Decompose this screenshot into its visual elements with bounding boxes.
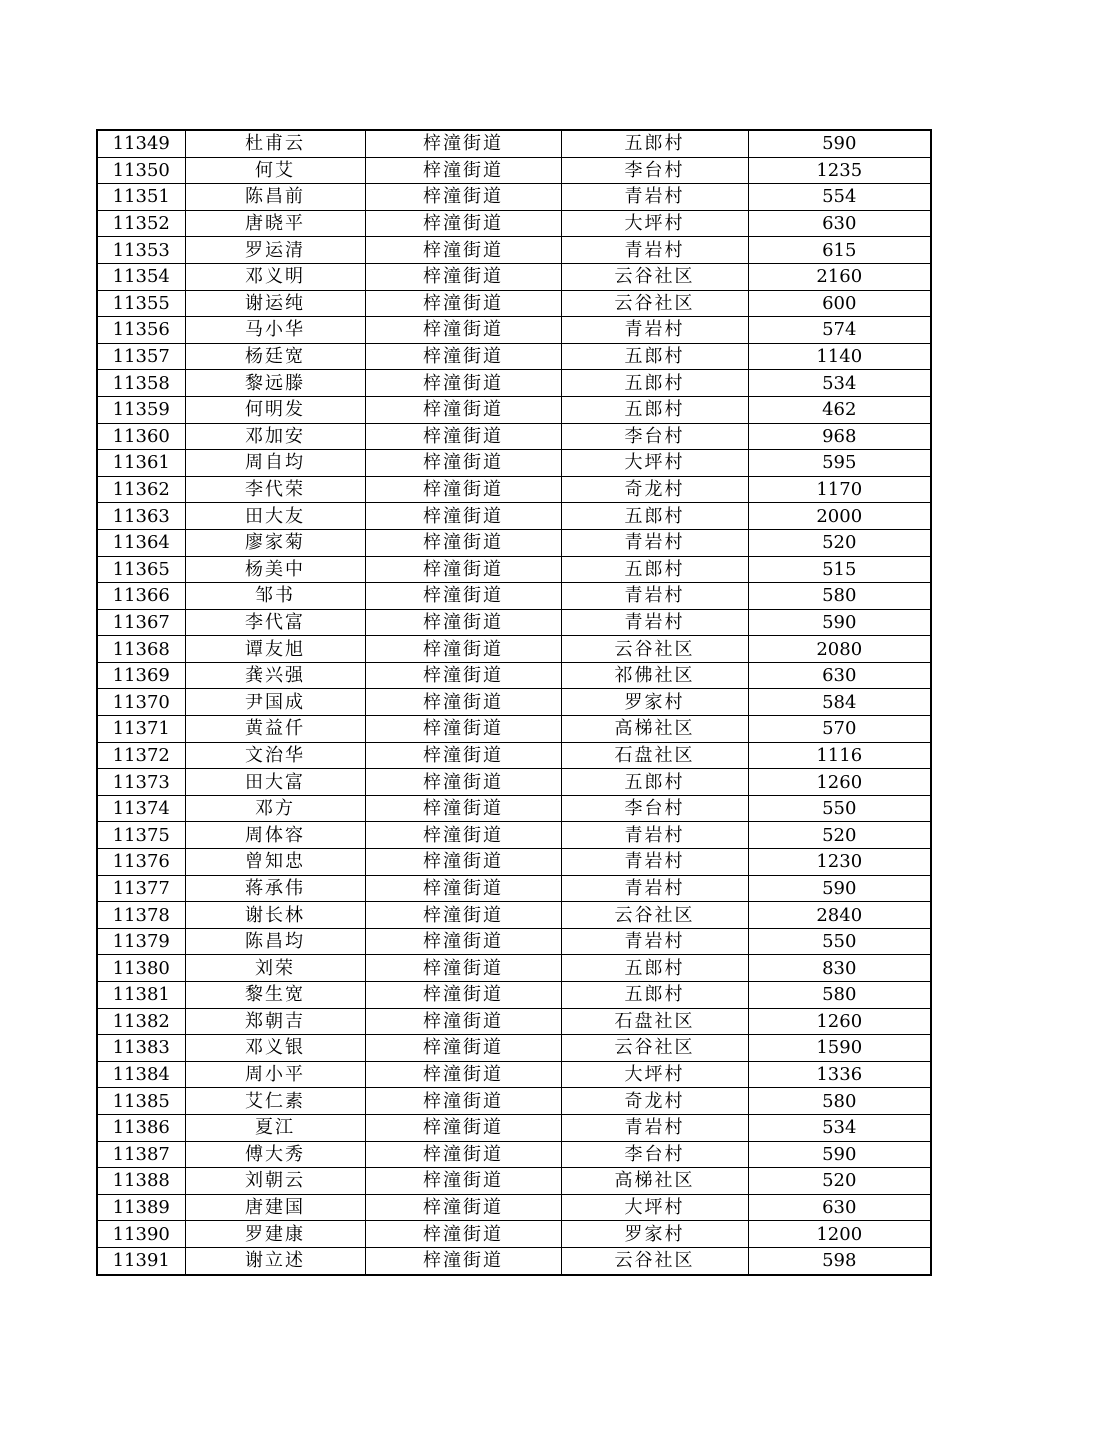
- serial-number-cell: 11381: [97, 982, 185, 1009]
- serial-number-cell: 11375: [97, 822, 185, 849]
- table-row: [97, 955, 931, 982]
- village-cell: 云谷社区: [561, 902, 748, 929]
- name-cell: 马小华: [185, 317, 365, 344]
- amount-cell: 574: [748, 317, 931, 344]
- name-cell: 邓义明: [185, 263, 365, 290]
- village-cell: 云谷社区: [561, 636, 748, 663]
- amount-cell: 550: [748, 795, 931, 822]
- name-cell: 黄益仟: [185, 716, 365, 743]
- subdistrict-cell: 梓潼街道: [365, 556, 561, 583]
- subdistrict-cell: 梓潼街道: [365, 317, 561, 344]
- name-cell: 杜甫云: [185, 130, 365, 157]
- table-row: [97, 875, 931, 902]
- subdistrict-cell: 梓潼街道: [365, 1088, 561, 1115]
- name-cell: 陈昌前: [185, 184, 365, 211]
- subdistrict-cell: 梓潼街道: [365, 1035, 561, 1062]
- serial-number-cell: 11386: [97, 1114, 185, 1141]
- serial-number-cell: 11359: [97, 396, 185, 423]
- subdistrict-cell: 梓潼街道: [365, 769, 561, 796]
- name-cell: 邓义银: [185, 1035, 365, 1062]
- serial-number-cell: 11379: [97, 928, 185, 955]
- table-row: [97, 370, 931, 397]
- subdistrict-cell: 梓潼街道: [365, 343, 561, 370]
- village-cell: 奇龙村: [561, 1088, 748, 1115]
- serial-number-cell: 11363: [97, 503, 185, 530]
- amount-cell: 2840: [748, 902, 931, 929]
- name-cell: 刘朝云: [185, 1168, 365, 1195]
- subdistrict-cell: 梓潼街道: [365, 742, 561, 769]
- village-cell: 五郎村: [561, 503, 748, 530]
- name-cell: 周体容: [185, 822, 365, 849]
- table-row: [97, 742, 931, 769]
- name-cell: 田大友: [185, 503, 365, 530]
- table-row: [97, 1168, 931, 1195]
- name-cell: 何明发: [185, 396, 365, 423]
- amount-cell: 520: [748, 1168, 931, 1195]
- village-cell: 石盘社区: [561, 1008, 748, 1035]
- village-cell: 李台村: [561, 1141, 748, 1168]
- table-row: [97, 1141, 931, 1168]
- amount-cell: 462: [748, 396, 931, 423]
- amount-cell: 1230: [748, 849, 931, 876]
- data-table: [96, 129, 932, 1276]
- serial-number-cell: 11351: [97, 184, 185, 211]
- subdistrict-cell: 梓潼街道: [365, 822, 561, 849]
- amount-cell: 550: [748, 928, 931, 955]
- amount-cell: 1116: [748, 742, 931, 769]
- table-row: [97, 396, 931, 423]
- subdistrict-cell: 梓潼街道: [365, 1221, 561, 1248]
- table-row: [97, 556, 931, 583]
- serial-number-cell: 11373: [97, 769, 185, 796]
- serial-number-cell: 11360: [97, 423, 185, 450]
- serial-number-cell: 11383: [97, 1035, 185, 1062]
- table-row: [97, 423, 931, 450]
- name-cell: 谭友旭: [185, 636, 365, 663]
- name-cell: 郑朝吉: [185, 1008, 365, 1035]
- table-row: [97, 1061, 931, 1088]
- name-cell: 唐建国: [185, 1194, 365, 1221]
- subdistrict-cell: 梓潼街道: [365, 1247, 561, 1274]
- subdistrict-cell: 梓潼街道: [365, 450, 561, 477]
- amount-cell: 590: [748, 609, 931, 636]
- name-cell: 李代荣: [185, 476, 365, 503]
- village-cell: 大坪村: [561, 210, 748, 237]
- serial-number-cell: 11353: [97, 237, 185, 264]
- table-row: [97, 822, 931, 849]
- table-row: [97, 1114, 931, 1141]
- name-cell: 曾知忠: [185, 849, 365, 876]
- table-row: [97, 1088, 931, 1115]
- subdistrict-cell: 梓潼街道: [365, 157, 561, 184]
- amount-cell: 520: [748, 529, 931, 556]
- amount-cell: 968: [748, 423, 931, 450]
- name-cell: 黎生宽: [185, 982, 365, 1009]
- amount-cell: 590: [748, 130, 931, 157]
- subdistrict-cell: 梓潼街道: [365, 716, 561, 743]
- table-row: [97, 662, 931, 689]
- serial-number-cell: 11364: [97, 529, 185, 556]
- table-row: [97, 263, 931, 290]
- serial-number-cell: 11361: [97, 450, 185, 477]
- amount-cell: 2000: [748, 503, 931, 530]
- name-cell: 周自均: [185, 450, 365, 477]
- amount-cell: 600: [748, 290, 931, 317]
- table-row: [97, 1194, 931, 1221]
- name-cell: 田大富: [185, 769, 365, 796]
- amount-cell: 570: [748, 716, 931, 743]
- amount-cell: 1590: [748, 1035, 931, 1062]
- village-cell: 五郎村: [561, 955, 748, 982]
- amount-cell: 1200: [748, 1221, 931, 1248]
- serial-number-cell: 11382: [97, 1008, 185, 1035]
- serial-number-cell: 11380: [97, 955, 185, 982]
- amount-cell: 830: [748, 955, 931, 982]
- village-cell: 大坪村: [561, 450, 748, 477]
- serial-number-cell: 11371: [97, 716, 185, 743]
- name-cell: 傅大秀: [185, 1141, 365, 1168]
- amount-cell: 1235: [748, 157, 931, 184]
- village-cell: 高梯社区: [561, 1168, 748, 1195]
- amount-cell: 630: [748, 662, 931, 689]
- subdistrict-cell: 梓潼街道: [365, 423, 561, 450]
- amount-cell: 598: [748, 1247, 931, 1274]
- subdistrict-cell: 梓潼街道: [365, 1194, 561, 1221]
- amount-cell: 590: [748, 1141, 931, 1168]
- subdistrict-cell: 梓潼街道: [365, 370, 561, 397]
- name-cell: 杨廷宽: [185, 343, 365, 370]
- amount-cell: 520: [748, 822, 931, 849]
- amount-cell: 1336: [748, 1061, 931, 1088]
- village-cell: 青岩村: [561, 583, 748, 610]
- table-row: [97, 237, 931, 264]
- village-cell: 云谷社区: [561, 1247, 748, 1274]
- serial-number-cell: 11355: [97, 290, 185, 317]
- table-row: [97, 583, 931, 610]
- subdistrict-cell: 梓潼街道: [365, 689, 561, 716]
- amount-cell: 580: [748, 982, 931, 1009]
- subdistrict-cell: 梓潼街道: [365, 849, 561, 876]
- name-cell: 邹书: [185, 583, 365, 610]
- name-cell: 谢运纯: [185, 290, 365, 317]
- serial-number-cell: 11370: [97, 689, 185, 716]
- table-row: [97, 157, 931, 184]
- village-cell: 奇龙村: [561, 476, 748, 503]
- name-cell: 周小平: [185, 1061, 365, 1088]
- village-cell: 青岩村: [561, 529, 748, 556]
- subdistrict-cell: 梓潼街道: [365, 263, 561, 290]
- table-row: [97, 982, 931, 1009]
- serial-number-cell: 11350: [97, 157, 185, 184]
- table-row: [97, 849, 931, 876]
- village-cell: 李台村: [561, 795, 748, 822]
- name-cell: 蒋承伟: [185, 875, 365, 902]
- subdistrict-cell: 梓潼街道: [365, 902, 561, 929]
- subdistrict-cell: 梓潼街道: [365, 476, 561, 503]
- serial-number-cell: 11387: [97, 1141, 185, 1168]
- name-cell: 陈昌均: [185, 928, 365, 955]
- serial-number-cell: 11365: [97, 556, 185, 583]
- table-row: [97, 529, 931, 556]
- village-cell: 青岩村: [561, 609, 748, 636]
- serial-number-cell: 11356: [97, 317, 185, 344]
- table-row: [97, 769, 931, 796]
- data-table-container: [96, 129, 932, 1276]
- village-cell: 五郎村: [561, 370, 748, 397]
- subdistrict-cell: 梓潼街道: [365, 503, 561, 530]
- table-body: [97, 130, 931, 1275]
- serial-number-cell: 11374: [97, 795, 185, 822]
- subdistrict-cell: 梓潼街道: [365, 955, 561, 982]
- serial-number-cell: 11388: [97, 1168, 185, 1195]
- amount-cell: 630: [748, 210, 931, 237]
- village-cell: 青岩村: [561, 822, 748, 849]
- amount-cell: 534: [748, 370, 931, 397]
- village-cell: 石盘社区: [561, 742, 748, 769]
- table-row: [97, 184, 931, 211]
- amount-cell: 615: [748, 237, 931, 264]
- serial-number-cell: 11385: [97, 1088, 185, 1115]
- village-cell: 五郎村: [561, 556, 748, 583]
- serial-number-cell: 11391: [97, 1247, 185, 1274]
- subdistrict-cell: 梓潼街道: [365, 290, 561, 317]
- table-row: [97, 476, 931, 503]
- subdistrict-cell: 梓潼街道: [365, 636, 561, 663]
- table-row: [97, 450, 931, 477]
- subdistrict-cell: 梓潼街道: [365, 928, 561, 955]
- subdistrict-cell: 梓潼街道: [365, 609, 561, 636]
- name-cell: 龚兴强: [185, 662, 365, 689]
- subdistrict-cell: 梓潼街道: [365, 237, 561, 264]
- village-cell: 李台村: [561, 157, 748, 184]
- amount-cell: 515: [748, 556, 931, 583]
- serial-number-cell: 11349: [97, 130, 185, 157]
- name-cell: 黎远滕: [185, 370, 365, 397]
- village-cell: 五郎村: [561, 769, 748, 796]
- table-row: [97, 343, 931, 370]
- serial-number-cell: 11366: [97, 583, 185, 610]
- serial-number-cell: 11354: [97, 263, 185, 290]
- amount-cell: 584: [748, 689, 931, 716]
- serial-number-cell: 11390: [97, 1221, 185, 1248]
- serial-number-cell: 11357: [97, 343, 185, 370]
- village-cell: 青岩村: [561, 237, 748, 264]
- village-cell: 五郎村: [561, 130, 748, 157]
- table-row: [97, 609, 931, 636]
- serial-number-cell: 11389: [97, 1194, 185, 1221]
- village-cell: 青岩村: [561, 317, 748, 344]
- name-cell: 廖家菊: [185, 529, 365, 556]
- name-cell: 罗运清: [185, 237, 365, 264]
- amount-cell: 580: [748, 583, 931, 610]
- name-cell: 谢长林: [185, 902, 365, 929]
- serial-number-cell: 11369: [97, 662, 185, 689]
- name-cell: 刘荣: [185, 955, 365, 982]
- table-row: [97, 130, 931, 157]
- amount-cell: 590: [748, 875, 931, 902]
- subdistrict-cell: 梓潼街道: [365, 1061, 561, 1088]
- subdistrict-cell: 梓潼街道: [365, 1114, 561, 1141]
- subdistrict-cell: 梓潼街道: [365, 875, 561, 902]
- village-cell: 五郎村: [561, 396, 748, 423]
- table-row: [97, 928, 931, 955]
- village-cell: 大坪村: [561, 1061, 748, 1088]
- village-cell: 高梯社区: [561, 716, 748, 743]
- table-row: [97, 503, 931, 530]
- village-cell: 罗家村: [561, 1221, 748, 1248]
- subdistrict-cell: 梓潼街道: [365, 529, 561, 556]
- village-cell: 五郎村: [561, 982, 748, 1009]
- amount-cell: 554: [748, 184, 931, 211]
- amount-cell: 1170: [748, 476, 931, 503]
- village-cell: 大坪村: [561, 1194, 748, 1221]
- amount-cell: 630: [748, 1194, 931, 1221]
- subdistrict-cell: 梓潼街道: [365, 982, 561, 1009]
- subdistrict-cell: 梓潼街道: [365, 396, 561, 423]
- name-cell: 唐晓平: [185, 210, 365, 237]
- name-cell: 李代富: [185, 609, 365, 636]
- serial-number-cell: 11352: [97, 210, 185, 237]
- table-row: [97, 716, 931, 743]
- village-cell: 云谷社区: [561, 1035, 748, 1062]
- name-cell: 谢立述: [185, 1247, 365, 1274]
- name-cell: 杨美中: [185, 556, 365, 583]
- subdistrict-cell: 梓潼街道: [365, 184, 561, 211]
- village-cell: 云谷社区: [561, 290, 748, 317]
- amount-cell: 534: [748, 1114, 931, 1141]
- village-cell: 李台村: [561, 423, 748, 450]
- serial-number-cell: 11377: [97, 875, 185, 902]
- village-cell: 祁佛社区: [561, 662, 748, 689]
- subdistrict-cell: 梓潼街道: [365, 1141, 561, 1168]
- table-row: [97, 317, 931, 344]
- table-row: [97, 795, 931, 822]
- table-row: [97, 290, 931, 317]
- table-row: [97, 1008, 931, 1035]
- serial-number-cell: 11362: [97, 476, 185, 503]
- table-row: [97, 1035, 931, 1062]
- village-cell: 青岩村: [561, 928, 748, 955]
- amount-cell: 1260: [748, 769, 931, 796]
- name-cell: 罗建康: [185, 1221, 365, 1248]
- name-cell: 夏江: [185, 1114, 365, 1141]
- table-row: [97, 210, 931, 237]
- table-row: [97, 902, 931, 929]
- serial-number-cell: 11358: [97, 370, 185, 397]
- amount-cell: 1260: [748, 1008, 931, 1035]
- amount-cell: 1140: [748, 343, 931, 370]
- serial-number-cell: 11372: [97, 742, 185, 769]
- subdistrict-cell: 梓潼街道: [365, 662, 561, 689]
- serial-number-cell: 11368: [97, 636, 185, 663]
- village-cell: 青岩村: [561, 184, 748, 211]
- village-cell: 青岩村: [561, 1114, 748, 1141]
- village-cell: 青岩村: [561, 875, 748, 902]
- serial-number-cell: 11367: [97, 609, 185, 636]
- subdistrict-cell: 梓潼街道: [365, 795, 561, 822]
- serial-number-cell: 11376: [97, 849, 185, 876]
- subdistrict-cell: 梓潼街道: [365, 583, 561, 610]
- subdistrict-cell: 梓潼街道: [365, 1168, 561, 1195]
- name-cell: 文治华: [185, 742, 365, 769]
- subdistrict-cell: 梓潼街道: [365, 1008, 561, 1035]
- subdistrict-cell: 梓潼街道: [365, 210, 561, 237]
- amount-cell: 580: [748, 1088, 931, 1115]
- table-row: [97, 636, 931, 663]
- village-cell: 青岩村: [561, 849, 748, 876]
- serial-number-cell: 11378: [97, 902, 185, 929]
- village-cell: 罗家村: [561, 689, 748, 716]
- name-cell: 艾仁素: [185, 1088, 365, 1115]
- table-row: [97, 689, 931, 716]
- serial-number-cell: 11384: [97, 1061, 185, 1088]
- table-row: [97, 1247, 931, 1274]
- name-cell: 尹国成: [185, 689, 365, 716]
- name-cell: 邓加安: [185, 423, 365, 450]
- subdistrict-cell: 梓潼街道: [365, 130, 561, 157]
- name-cell: 何艾: [185, 157, 365, 184]
- amount-cell: 595: [748, 450, 931, 477]
- amount-cell: 2160: [748, 263, 931, 290]
- table-row: [97, 1221, 931, 1248]
- village-cell: 云谷社区: [561, 263, 748, 290]
- village-cell: 五郎村: [561, 343, 748, 370]
- name-cell: 邓方: [185, 795, 365, 822]
- amount-cell: 2080: [748, 636, 931, 663]
